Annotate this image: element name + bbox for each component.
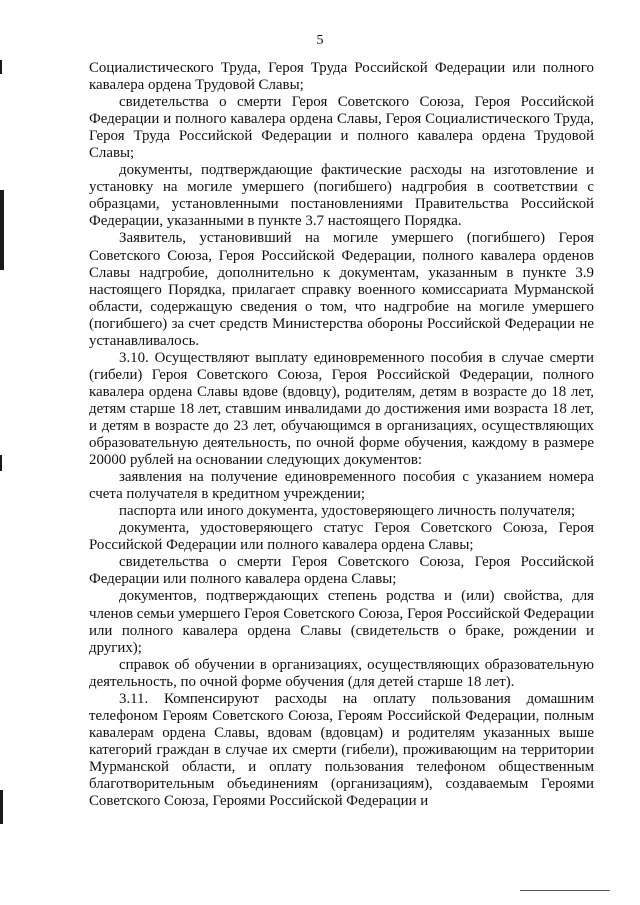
paragraph-9: свидетельства о смерти Героя Советского Союза, Героя Российской Федерации или полного кавалера ордена Славы; (89, 554, 594, 588)
scan-mark-middle (0, 190, 4, 270)
paragraph-1: Социалистического Труда, Героя Труда Российской Федерации или полного кавалера ордена Трудовой Славы; (89, 60, 594, 94)
paragraph-12: 3.11. Компенсируют расходы на оплату пользования домашним телефоном Героям Советского Союза, Героям Российской Федерации, полным кавалерам ордена Славы, вдовам (вдовцам) и родителям указанных выше категорий граждан в случае их смерти (гибели), проживающим на территории Мурманской области, и оплату пользования телефоном общественным благотворительным объединениям (организациям), создаваемым Героями Советского Союза, Героями Российской Федерации и (89, 690, 594, 810)
paragraph-5: 3.10. Осуществляют выплату единовременного пособия в случае смерти (гибели) Героя Советского Союза, Героя Российской Федерации, полного кавалера ордена Славы вдове (вдовцу), родителям, детям в возрасте до 18 лет, детям старше 18 лет, ставшим инвалидами до достижения ими возраста 18 лет, и детям в возрасте до 23 лет, обучающимся в организациях, осуществляющих образовательную деятельность, по очной форме обучения, каждому в размере 20000 рублей на основании следующих документов: (89, 349, 594, 469)
paragraph-7: паспорта или иного документа, удостоверяющего личность получателя; (119, 503, 576, 520)
paragraph-4: Заявитель, установивший на могиле умершего (погибшего) Героя Советского Союза, Героя Российской Федерации, полного кавалера орденов Славы надгробие, дополнительно к документам, указанным в пункте 3.9 настоящего Порядка, прилагает справку военного комиссариата Мурманской области, содержащую сведения о том, что надгробие на могиле умершего (погибшего) за счет средств Министерства обороны Российской Федерации не устанавливалось. (89, 230, 594, 349)
paragraph-2: свидетельства о смерти Героя Советского Союза, Героя Российской Федерации и полного кавалера ордена Славы, Героя Социалистического Труда, Героя Труда Российской Федерации и полного кавалера ордена Трудовой Славы; (89, 94, 594, 162)
paragraph-6: заявления на получение единовременного пособия с указанием номера счета получателя в кредитном учреждении; (89, 469, 594, 503)
paragraph-8: документа, удостоверяющего статус Героя Советского Союза, Героя Российской Федерации или полного кавалера ордена Славы; (89, 520, 594, 554)
paragraph-3: документы, подтверждающие фактические расходы на изготовление и установку на могиле умершего (погибшего) надгробия в соответствии с образцами, установленными постановлениями Правительства Российской Федерации, указанными в пункте 3.7 настоящего Порядка. (89, 162, 594, 230)
scan-edge-bottom (520, 890, 610, 891)
page-number: 5 (316, 33, 324, 48)
scan-mark-lower (0, 455, 2, 471)
paragraph-11: справок об обучении в организациях, осуществляющих образовательную деятельность, по очной форме обучения (для детей старше 18 лет). (89, 656, 594, 690)
document-body (89, 60, 594, 810)
paragraph-10: документов, подтверждающих степень родства и (или) свойства, для членов семьи умершего Героя Советского Союза, Героя Российской Федерации или полного кавалера ордена Славы (свидетельств о браке, рождении и других); (89, 588, 594, 656)
scan-mark-top (0, 60, 2, 74)
scan-mark-bottom (0, 790, 3, 824)
